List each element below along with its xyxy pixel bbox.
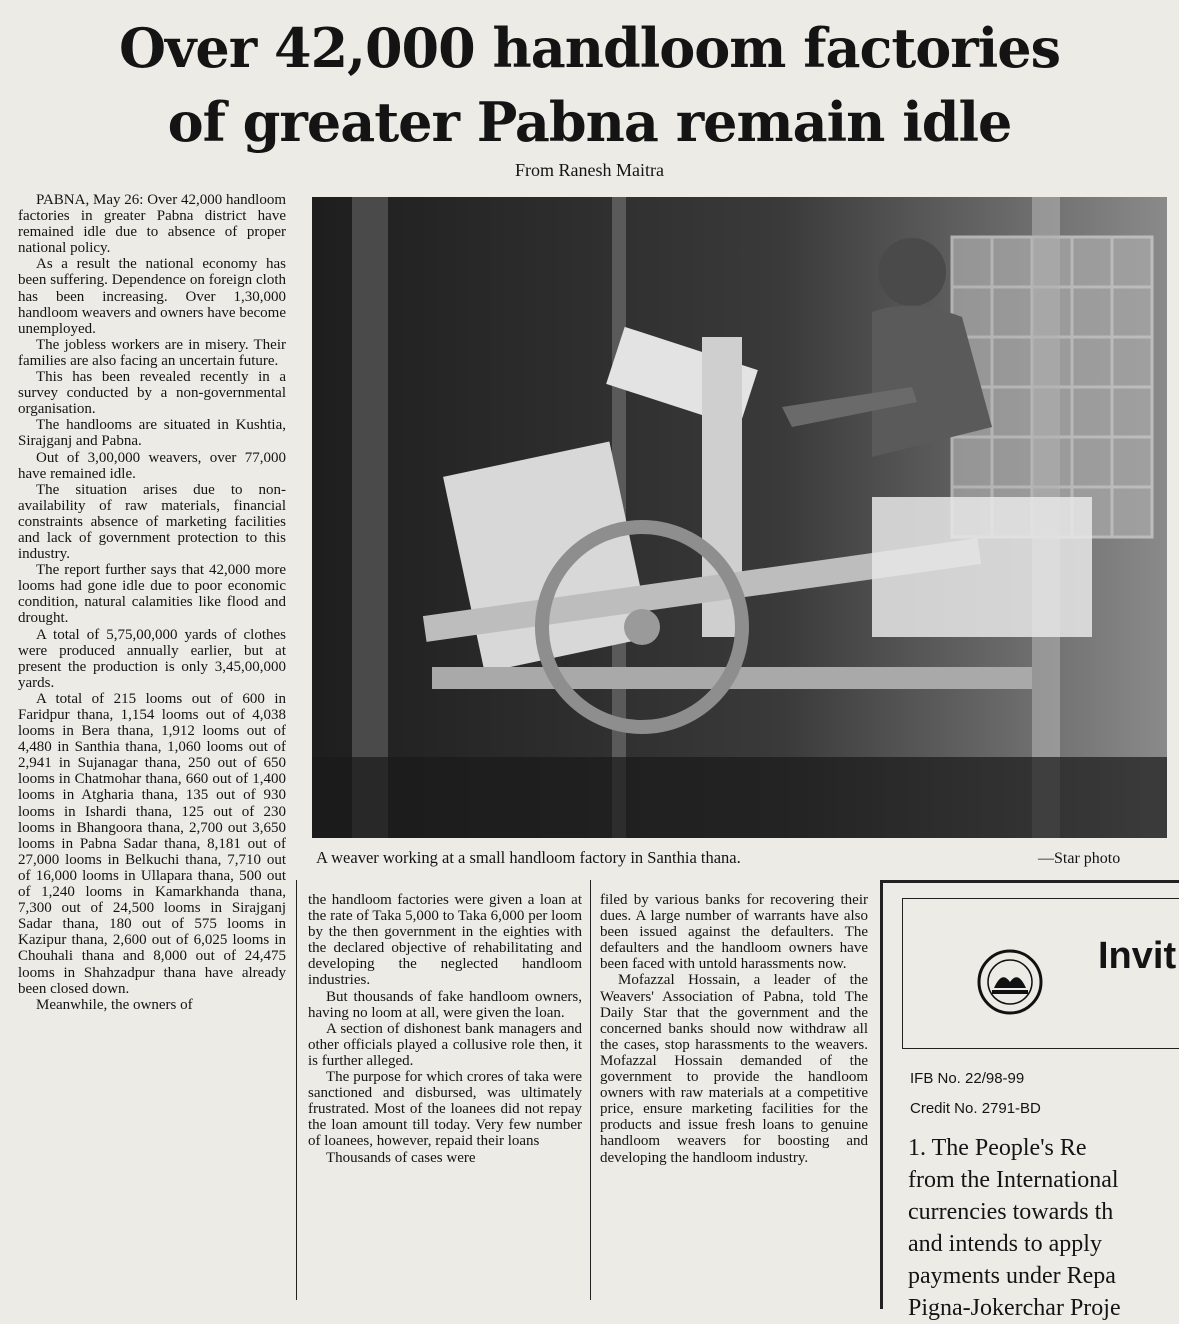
ad-text-line: and intends to apply [908,1231,1102,1257]
advertisement [880,880,1179,1321]
article-column-3 [600,892,868,1166]
article-paragraph: A total of 215 looms out of 600 in Faridpur thana, 1,154 looms out of 4,038 looms in Bera thana, 1,912 looms out of 4,480 in Santhia thana, 1,060 looms out of 2,941 in Sujanagar thana, 250 out of 650 looms in Chatmohar thana, 660 out of 1,400 looms in Atgharia thana, 135 out of 930 looms in Ishardi thana, 125 out of 230 looms in Bhangoora thana, 2,700 out 3,650 looms in Pabna Sadar thana, 8,181 out of 27,000 looms in Belkuchi thana, 7,710 out of 16,000 looms in Ullapara thana, 500 out of 1,240 looms in Kamarkhanda thana, 7,300 out of 24,500 looms in Sirajganj Sadar thana, 180 out of 575 looms in Kazipur thana, 2,600 out of 6,025 looms in Chouhali thana and 8,000 out of 24,475 looms in Shahzadpur thana have already been closed down. [18,690,286,997]
byline: From Ranesh Maitra [515,160,664,180]
weaver-loom-photo [312,197,1167,838]
column-rule [590,880,591,1300]
ad-text-line: payments under Repa [908,1263,1116,1289]
article-paragraph: Meanwhile, the owners of [36,996,193,1013]
article-paragraph: As a result the national economy has been suffering. Dependence on foreign cloth has been increasing. Over 1,30,000 handloom weavers and owners have become unemployed. [18,256,286,337]
photo-credit: —Star photo [1038,850,1121,867]
article-paragraph: Mofazzal Hossain, a leader of the Weavers' Association of Pabna, told The Daily Star that the government and the concerned banks should now withdraw all the cases, stop harassments to the weavers. Mofazzal Hossain demanded of the government to provide the handloom owners with raw materials at a competitive price, ensure marketing facilities for the products and issue fresh loans to genuine handloom weavers for boosting and developing the handloom industry. [600,972,868,1166]
ad-title: Invit [1098,935,1177,977]
photo-caption: A weaver working at a small handloom factory in Santhia thana. [316,848,741,867]
article-paragraph: The purpose for which crores of taka were sanctioned and disbursed, was ultimately frustrated. Most of the loanees did not repay the loan amount till today. Very few number of loanees, however, repaid their loans [308,1069,582,1150]
headline-line-1: Over 42,000 handloom factories [118,16,1061,80]
article-paragraph: A total of 5,75,00,000 yards of clothes were produced annually earlier, but at present the production is only 3,45,00,000 yards. [18,626,286,691]
column-rule [296,880,297,1300]
article-paragraph: This has been revealed recently in a survey conducted by a non-governmental organisation. [18,369,286,418]
article-paragraph: the handloom factories were given a loan at the rate of Taka 5,000 to Taka 6,000 per loom by the then government in the eighties with the declared objective of rehabilitating and developing the neglected handloom industries. [308,892,582,989]
ad-ifb-number: IFB No. 22/98-99 [910,1070,1025,1087]
news-photo [312,197,1167,838]
ad-text-line: currencies towards th [908,1199,1114,1225]
ad-credit-number: Credit No. 2791-BD [910,1100,1041,1117]
article-column-2 [308,892,582,1166]
ad-body-text [908,1132,1179,1324]
article-paragraph: Out of 3,00,000 weavers, over 77,000 have remained idle. [18,449,286,482]
article-column-1 [18,192,286,1013]
article-paragraph: PABNA, May 26: Over 42,000 handloom factories in greater Pabna district have remained idle due to absence of proper national policy. [18,192,286,257]
article-paragraph: The jobless workers are in misery. Their families are also facing an uncertain future. [18,336,286,369]
headline-line-2: of greater Pabna remain idle [167,90,1012,154]
article-paragraph: Thousands of cases were [326,1149,476,1166]
ad-text-line: from the International [908,1167,1119,1193]
ad-text-line: 1. The People's Re [908,1135,1087,1161]
article-paragraph: The situation arises due to non-availability of raw materials, financial constraints absence of marketing facilities and lack of government protection to this industry. [18,481,286,563]
article-paragraph: But thousands of fake handloom owners, having no loom at all, were given the loan. [308,988,582,1021]
article-paragraph: A section of dishonest bank managers and other officials played a collusive role then, it is further alleged. [308,1020,582,1069]
ad-text-line: Pigna-Jokerchar Proje [908,1295,1121,1321]
article-paragraph: The report further says that 42,000 more looms had gone idle due to poor economic condition, natural calamities like flood and drought. [18,562,286,627]
article-paragraph: filed by various banks for recovering their dues. A large number of warrants have also been issued against the defaulters. The defaulters and the handloom owners have been faced with untold harassments now. [600,892,868,973]
government-seal-icon [976,948,1044,1016]
article-paragraph: The handlooms are situated in Kushtia, Sirajganj and Pabna. [18,417,286,450]
